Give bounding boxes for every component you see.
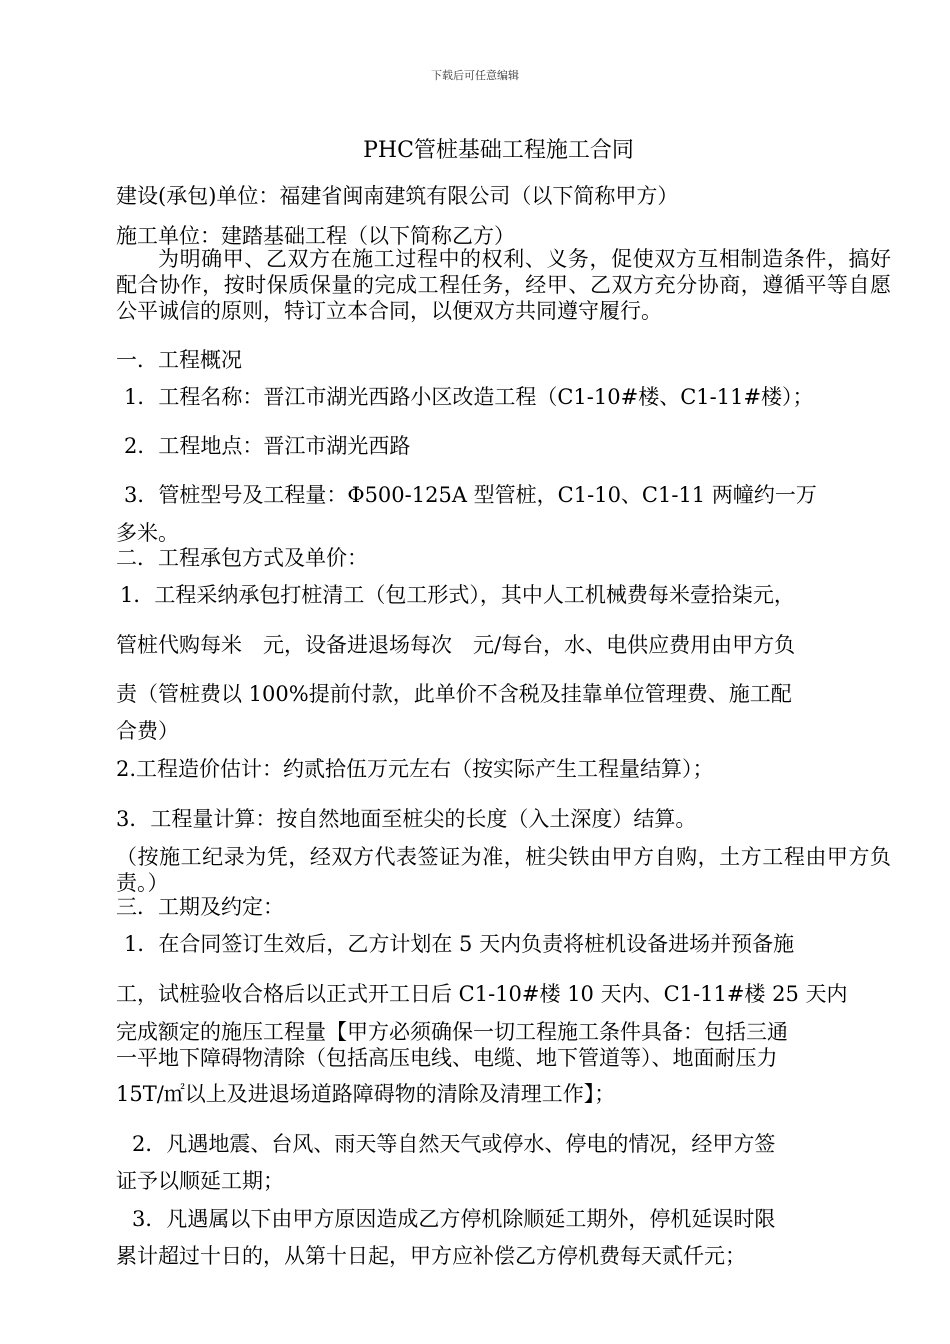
section3-heading: 三．工期及约定： (116, 895, 284, 919)
section3-item1-line2: 工，试桩验收合格后以正式开工日后 C1-10#楼 10 天内、C1-11#楼 25 天内 (116, 982, 848, 1006)
section2-item1-line2: 管桩代购每米 元，设备进退场每次 元/每台，水、电供应费用由甲方负 (116, 633, 796, 657)
section3-item3-line1: 3．凡遇属以下由甲方原因造成乙方停机除顺延工期外，停机延误时限 (132, 1207, 776, 1231)
section2-item2: 2.工程造价估计：约贰拾伍万元左右（按实际产生工程量结算）； (116, 757, 714, 781)
section2-item1-line4: 合费） (116, 719, 179, 743)
section3-item2-line2: 证予以顺延工期； (116, 1169, 284, 1193)
section2-item3-note: （按施工纪录为凭，经双方代表签证为准，桩尖铁由甲方自购，土方工程由甲方负责。） (116, 845, 891, 895)
section2-item3: 3．工程量计算：按自然地面至桩尖的长度（入土深度）结算。 (116, 807, 697, 831)
section1-heading: 一．工程概况 (116, 348, 242, 372)
section3-item1-line1: 1．在合同签订生效后，乙方计划在 5 天内负责将桩机设备进场并预备施 (124, 932, 795, 956)
party-b-line: 施工单位：建踏基础工程（以下简称乙方） (116, 224, 515, 248)
section1-item2: 2．工程地点：晋江市湖光西路 (124, 434, 411, 458)
section3-item1-line4: 一平地下障碍物清除（包括高压电线、电缆、地下管道等）、地面耐压力 (116, 1046, 778, 1070)
section3-item2-line1: 2．凡遇地震、台风、雨天等自然天气或停水、停电的情况，经甲方签 (132, 1132, 776, 1156)
section3-item1-line3: 完成额定的施压工程量【甲方必须确保一切工程施工条件具备：包括三通 (116, 1020, 788, 1044)
section2-heading: 二．工程承包方式及单价： (116, 546, 368, 570)
section2-item1-line1: 1．工程采纳承包打桩清工（包工形式），其中人工机械费每米壹拾柒元， (120, 583, 795, 607)
section3-item1-line5: 15T/㎡以上及进退场道路障碍物的清除及清理工作】； (116, 1082, 616, 1106)
preamble-paragraph: 为明确甲、乙双方在施工过程中的权利、义务，促使双方互相制造条件，搞好配合协作，按时保质保量的完成工程任务，经甲、乙双方充分协商，遵循平等自愿公平诚信的原则，特订立本合同，以便双方共同遵守履行。 (116, 247, 891, 323)
header-note: 下载后可任意编辑 (431, 69, 519, 82)
party-a-line: 建设(承包)单位：福建省闽南建筑有限公司（以下简称甲方） (116, 184, 679, 208)
section1-item3-line1: 3．管桩型号及工程量：Φ500-125A 型管桩，C1-10、C1-11 两幢约一万 (124, 483, 817, 507)
section3-item3-line2: 累计超过十日的，从第十日起，甲方应补偿乙方停机费每天贰仟元； (116, 1244, 746, 1268)
section1-item1: 1．工程名称：晋江市湖光西路小区改造工程（C1-10#楼、C1-11#楼）； (124, 385, 814, 409)
section2-item1-line3: 责（管桩费以 100%提前付款，此单价不含税及挂靠单位管理费、施工配 (116, 682, 792, 706)
section1-item3-line2: 多米。 (116, 521, 179, 545)
document-title: PHC管桩基础工程施工合同 (363, 138, 634, 163)
